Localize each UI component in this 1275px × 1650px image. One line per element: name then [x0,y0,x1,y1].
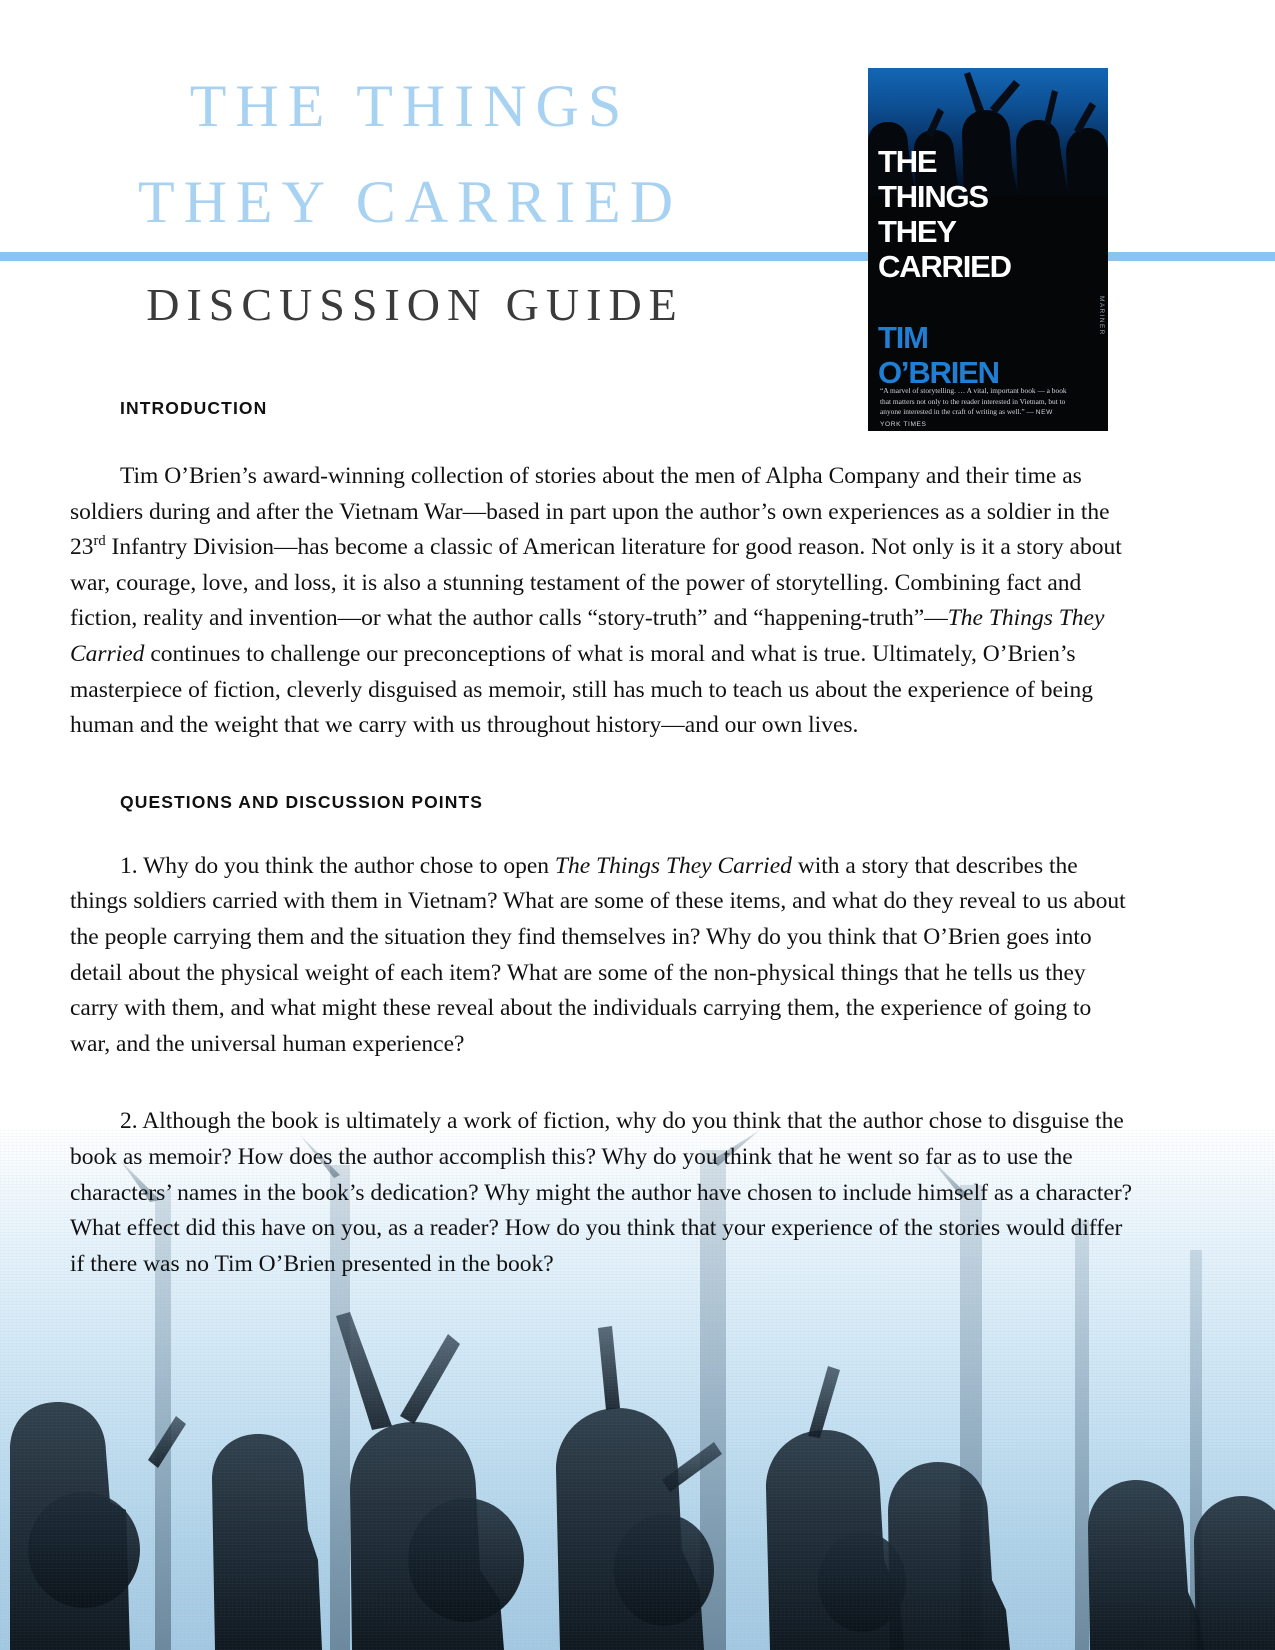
page-subtitle: DISCUSSION GUIDE [146,279,684,330]
cover-title-line-4: CARRIED [878,249,1011,284]
question-2-number: 2. [120,1108,143,1135]
cover-blurb [880,386,1076,430]
intro-ordinal-suffix: rd [93,533,106,550]
question-1-book-title-italic: The Things They Carried [554,852,792,879]
cover-title-line-3: THEY [878,214,956,249]
introduction-heading: INTRODUCTION [120,398,268,418]
header-title-block [0,0,820,250]
intro-text-c: continues to challenge our preconceptions of what is moral and what is true. Ultimately, O’Brien’s masterpiece of fiction, cleverly disguised as memoir, still has much to teach us about the experience of being human and the weight that we carry with us throughout history—and our own lives. [70,640,1093,739]
question-1-text-b: with a story that describes the things soldiers carried with them in Vietnam? What are some of these items, and what do they reveal to us about the people carrying them and the situation they find themselves in? Why do you think that O’Brien goes into detail about the physical weight of each item? What are some of the non-physical things that he tells us they carry with them, and what might these reveal about the individuals carrying them, the experience of going to war, and the universal human experience? [70,852,1126,1057]
page-title-line-1: THE THINGS [189,73,631,139]
cover-blurb-text: “A marvel of storytelling. … A vital, important book — a book that matters not only to the reader interested in Vietnam, but to anyone interested in the craft of writing as well.” — [880,386,1067,416]
questions-heading: QUESTIONS AND DISCUSSION POINTS [120,791,484,812]
question-item [70,1104,1136,1282]
cover-author [878,320,999,390]
introduction-paragraph [70,459,1136,744]
intro-book-title-italic: The Things They Carried [70,605,1105,667]
page-title-line-2: THEY CARRIED [137,169,683,235]
intro-text-b: Infantry Division—has become a classic of American literature for good reason. Not only is it a story about war, courage, love, and loss, it is also a stunning testament of the power of storytelling. Combining fact and fiction, reality and invention—or what the author calls “story-truth” and “happening-truth”— [70,534,1122,632]
question-2-text-a: Although the book is ultimately a work of fiction, why do you think that the author chose to disguise the book as memoir? How does the author accomplish this? Why do you think that he went so far as to use the characters’ names in the book’s dedication? Why might the author have chosen to include himself as a character? What effect did this have on you, as a reader? How do you think that your experience of the stories would differ if there was no Tim O’Brien presented in the book? [70,1108,1133,1277]
cover-title-line-2: THINGS [878,179,988,214]
cover-title [878,144,1011,284]
question-1-text-a: Why do you think the author chose to open [143,852,555,879]
cover-blurb-source: NEW YORK TIMES [880,409,1053,428]
cover-publisher-label: MARINER [1098,296,1105,336]
book-cover-image [868,68,1108,431]
cover-author-line-1: TIM [878,320,928,355]
document-body [70,398,1136,1324]
question-1-number: 1. [120,852,144,879]
cover-title-line-1: THE [878,144,937,179]
cover-author-line-2: O’BRIEN [878,355,999,390]
intro-text-a: Tim O’Brien’s award-winning collection of stories about the men of Alpha Company and their time as soldiers during and after the Vietnam War—based in part upon the author’s own experiences as a soldier in the 23 [70,463,1110,561]
question-item [70,849,1136,1063]
